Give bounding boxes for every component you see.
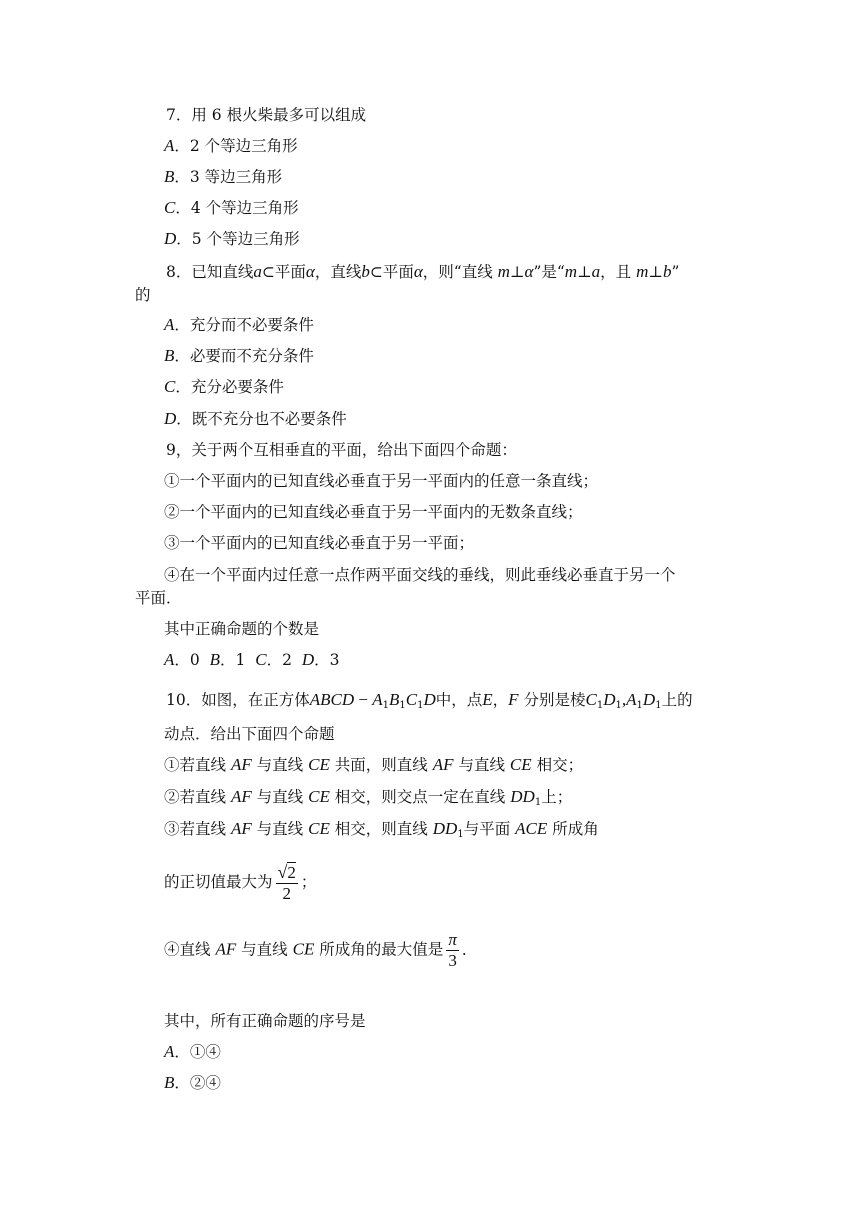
q10-stem-text: 中，点 (435, 691, 483, 709)
q10-prop-4 (164, 930, 477, 971)
option-letter: A (164, 315, 175, 334)
prop-text: 与直线 (256, 756, 304, 774)
q8-option-c (164, 376, 284, 398)
subscript: 1 (382, 700, 389, 711)
q7-option-c (164, 197, 299, 219)
option-text: ．充分必要条件 (175, 378, 284, 396)
q10-option-a (164, 1041, 221, 1063)
q10-prop-3 (164, 818, 599, 846)
option-letter: B (164, 1073, 175, 1092)
q8-stem-text: ” (671, 263, 680, 281)
prop-text: 与直线 (458, 756, 505, 774)
vertex: D (642, 690, 656, 709)
q7-option-d (164, 228, 300, 250)
q9-prop-3: ③一个平面内的已知直线必垂直于另一平面； (164, 534, 475, 552)
option-text: ．3 (314, 651, 340, 669)
q10-question: 其中，所有正确命题的序号是 (164, 1012, 366, 1030)
prop-text: 相交，则直线 (334, 820, 428, 838)
q8-stem-wrap: 的 (135, 286, 151, 304)
q8-stem-text: ，则“直线 (422, 263, 493, 281)
prop-text: 相交，则交点一定在直线 (334, 788, 506, 806)
minus-sign: − (354, 690, 373, 709)
line-dd1: DD (432, 819, 458, 838)
option-letter: B (164, 167, 175, 186)
line-af: AF (230, 755, 252, 774)
var-m: m (636, 262, 649, 281)
q10-stem-text: 上的 (661, 691, 693, 709)
prop-text: 与直线 (241, 940, 288, 959)
option-text: ．①④ (174, 1043, 221, 1061)
subscript: 1 (596, 700, 604, 711)
comma: ， (492, 691, 509, 709)
prop-text: ④直线 (164, 940, 211, 959)
prop-text: ①若直线 (164, 756, 227, 774)
subscript: 1 (457, 829, 464, 840)
prop-text: 的正切值最大为 (164, 873, 273, 891)
sqrt-symbol: √ (277, 862, 288, 882)
vertex: A (626, 690, 637, 709)
line-ce: CE (308, 787, 330, 806)
cube-name: ABCD (309, 690, 355, 709)
option-letter: C (164, 198, 176, 217)
subscript: 1 (636, 700, 643, 711)
fraction-pi-over-3 (446, 930, 459, 971)
q9-prop-4-wrap: 平面． (135, 589, 182, 607)
option-text: ．1 (220, 651, 246, 669)
subset-text: ⊂平面 (261, 263, 306, 281)
perp-symbol: ⊥ (648, 263, 663, 281)
subset-text: ⊂平面 (369, 263, 414, 281)
var-m: m (564, 262, 578, 281)
q9-prop-2: ②一个平面内的已知直线必垂直于另一平面内的无数条直线； (164, 503, 583, 521)
line-ce: CE (292, 939, 315, 959)
prop-text: ②若直线 (164, 788, 227, 806)
q8-stem-text: ”是“ (533, 263, 565, 281)
option-letter: B (164, 346, 175, 365)
line-ce: CE (308, 755, 330, 774)
q7-option-a (164, 135, 298, 157)
fraction-sqrt2-over-2 (276, 862, 298, 904)
fraction-denominator: 3 (448, 951, 457, 970)
prop-text: 所成角 (552, 820, 599, 838)
var-a: a (591, 262, 601, 281)
subscript: 1 (399, 700, 406, 711)
q7-option-b (164, 166, 282, 188)
prop-text: 相交； (536, 756, 584, 774)
option-letter: A (164, 650, 175, 669)
point-e: E (482, 690, 493, 709)
line-ce: CE (509, 755, 532, 774)
option-text: ．2 个等边三角形 (174, 137, 298, 155)
q9-question: 其中正确命题的个数是 (164, 620, 320, 638)
option-text: ．5 个等边三角形 (176, 230, 300, 248)
q8-option-a (164, 314, 314, 336)
q8-option-d (164, 408, 347, 430)
option-letter: C (255, 650, 267, 669)
option-text: ．既不充分也不必要条件 (176, 410, 347, 428)
line-af: AF (230, 787, 252, 806)
perp-symbol: ⊥ (509, 263, 525, 281)
var-m: m (497, 262, 510, 281)
line-af: AF (432, 755, 454, 774)
option-text: ．0 (174, 651, 200, 669)
prop-text: ． (461, 940, 478, 959)
subscript: 1 (655, 700, 662, 711)
option-letter: D (164, 229, 177, 248)
option-letter: B (209, 650, 221, 669)
fraction-denominator: 2 (282, 884, 291, 903)
q9-prop-4: ④在一个平面内过任意一点作两平面交线的垂线，则此垂线必垂直于另一个 (164, 566, 676, 584)
point-f: F (508, 690, 519, 709)
option-letter: C (164, 377, 176, 396)
var-alpha: α (524, 262, 534, 281)
prop-text: 所成角的最大值是 (319, 940, 444, 959)
vertex: D (423, 690, 436, 709)
prop-text: 与直线 (256, 788, 304, 806)
line-af: AF (215, 939, 237, 959)
separator: , (621, 690, 627, 709)
prop-text: 共面，则直线 (334, 756, 428, 774)
q9-stem: 9，关于两个互相垂直的平面，给出下面四个命题： (166, 441, 517, 459)
option-text: ．②④ (174, 1074, 221, 1092)
subscript: 1 (417, 700, 424, 711)
var-alpha: α (305, 262, 315, 281)
q9-prop-1: ①一个平面内的已知直线必垂直于另一平面内的任意一条直线； (164, 472, 599, 490)
vertex: C (405, 690, 418, 709)
option-letter: D (301, 650, 315, 669)
q8-stem-text: ，直线 (314, 263, 362, 281)
fraction-numerator (276, 862, 298, 884)
radicand: 2 (287, 863, 296, 882)
vertex: C (585, 690, 597, 709)
line-dd1: DD (510, 787, 535, 806)
q10-stem-wrap: 动点．给出下面四个命题 (164, 725, 335, 743)
option-text: ．2 (266, 651, 292, 669)
var-a: a (253, 262, 262, 281)
q10-option-b (164, 1072, 221, 1094)
perp-symbol: ⊥ (577, 263, 592, 281)
q10-stem-text: 分别是棱 (523, 691, 586, 709)
q9-answers (164, 649, 339, 671)
q10-prop-1 (164, 754, 583, 776)
option-text: ．4 个等边三角形 (175, 199, 299, 217)
option-letter: A (164, 136, 175, 155)
vertex: D (603, 690, 616, 709)
var-b: b (361, 262, 370, 281)
subscript: 1 (615, 700, 622, 711)
q8-stem-text: 8．已知直线 (166, 263, 254, 281)
prop-text: ； (300, 873, 317, 891)
var-alpha: α (413, 262, 423, 281)
vertex: A (372, 690, 383, 709)
option-letter: D (164, 409, 177, 428)
q10-stem (166, 689, 693, 717)
prop-text: ③若直线 (164, 820, 227, 838)
q8-option-b (164, 345, 314, 367)
prop-text: 与平面 (463, 820, 511, 838)
fraction-numerator: π (448, 930, 457, 949)
vertex: B (388, 690, 400, 709)
prop-text: 与直线 (256, 820, 304, 838)
option-text: ．3 等边三角形 (174, 168, 283, 186)
q10-stem-text: 10．如图，在正方体 (166, 691, 310, 709)
plane-ace: ACE (515, 819, 548, 838)
q10-prop-2 (164, 786, 572, 814)
subscript: 1 (534, 797, 542, 808)
option-text: ．充分而不必要条件 (174, 316, 314, 334)
q7-stem: 7．用 6 根火柴最多可以组成 (166, 106, 367, 124)
prop-text: 上； (541, 788, 573, 806)
q10-prop-3-cont (164, 862, 316, 904)
var-b: b (662, 262, 672, 281)
line-af: AF (230, 819, 252, 838)
q8-stem-text: ，且 (600, 263, 632, 281)
q8-stem (166, 261, 679, 283)
line-ce: CE (308, 819, 330, 838)
option-letter: A (164, 1042, 175, 1061)
option-text: ．必要而不充分条件 (174, 347, 314, 365)
